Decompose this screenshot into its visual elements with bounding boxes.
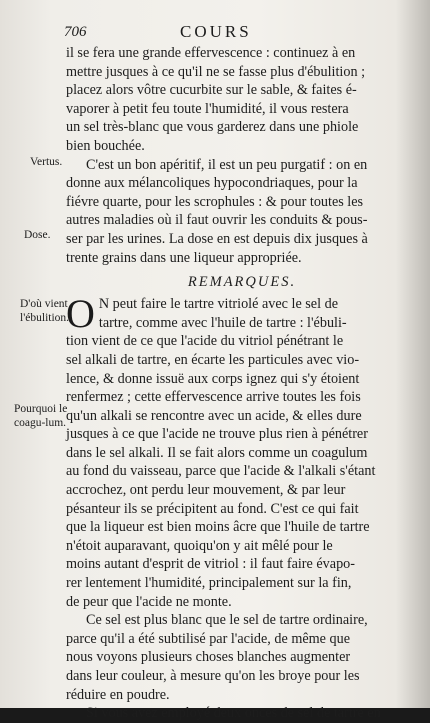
text-line: trente grains dans une liqueur appropriée. (66, 249, 302, 266)
text-line: C'est un bon apéritif, il est un peu purgatif : on en (86, 156, 368, 173)
text-line: réduire en poudre. (66, 686, 170, 703)
text-line: sel alkali de tartre, en écarte les particules avec vio- (66, 351, 360, 368)
text-line: qu'un alkali se rencontre avec un acide, & elles dure (66, 407, 362, 424)
text-line: ser par les urines. La dose en est depuis dix jusques à (66, 230, 368, 247)
text-line: dans leur couleur, à mesure qu'on les broye pour les (66, 668, 360, 684)
text-line: Ce sel est plus blanc que le sel de tartre ordinaire, (86, 612, 368, 629)
text-line: accrochez, ont perdu leur mouvement, & par leur (66, 482, 346, 499)
drop-cap: O (66, 291, 95, 337)
text-line: fiévre quarte, pour les scrophules : & pour toutes les (66, 193, 364, 210)
text-line: placez alors vôtre cucurbite sur le sable, & faites é- (66, 82, 357, 99)
text-line: n'étoit auparavant, quoiqu'on y ait mêlé pour le (66, 537, 333, 554)
text-line: renfermez ; cette effervescence arrive toutes les fois (66, 389, 361, 406)
text-line: bien bouchée. (66, 137, 145, 154)
text-line: vaporer à petit feu toute l'humidité, il vous restera (66, 100, 349, 117)
text-line: lence, & donne issuë aux corps ignez qui s'y étoient (66, 370, 360, 387)
text-line: tion vient de ce que l'acide du vitriol pénétrant le (66, 333, 344, 350)
text-line: N peut faire le tartre vitriolé avec le sel de (98, 296, 338, 313)
text-line: que la liqueur est bien moins âcre que l'huile de tartre (66, 519, 370, 536)
text-line: jusques à ce que l'acide ne trouve plus rien à pénétrer (66, 426, 368, 443)
text-line: rer lentement l'humidité, principalement sur la fin, (66, 575, 352, 592)
text-line: autres maladies où il faut ouvrir les conduits & pous- (66, 212, 368, 229)
margin-note-ebulition: D'où vient l'ébulition. (20, 298, 70, 324)
margin-note-coagulum: Pourquoi le coagu-lum. (14, 403, 68, 429)
text-line: dans le sel alkali. Il se fait alors comme un coagulum (66, 444, 368, 461)
page-number: 706 (64, 24, 87, 40)
dropcap-block (66, 291, 418, 337)
paragraph-4 (66, 611, 418, 704)
body-text (66, 44, 418, 723)
paragraph-2 (66, 156, 418, 268)
text-line: tartre, comme avec l'huile de tartre : l'ébuli- (98, 314, 347, 331)
running-head: COURS (180, 22, 252, 41)
text-line: moins autant d'esprit de vitriol : il faut faire évapo- (66, 556, 355, 573)
text-line: pésanteur ils se précipitent au fond. C'est ce qui fait (66, 500, 359, 517)
paragraph-5 (66, 704, 418, 723)
text-line: mettre jusques à ce qu'il ne se fasse plus d'ébulition ; (66, 63, 366, 80)
paragraph-1 (66, 44, 418, 156)
text-line: nous voyons plusieurs choses blanches augmenter (66, 649, 351, 666)
dropcap-lines (66, 291, 418, 337)
text-line: parce qu'il a été subtilisé par l'acide, de même que (66, 630, 351, 647)
section-heading-remarques: REMARQUES. (187, 274, 297, 291)
text-line: il se fera une grande effervescence : continuez à en (66, 45, 356, 61)
text-line: de peur que l'acide ne monte. (66, 593, 232, 610)
text-line: au fond du vaisseau, parce que l'acide & l'alkali s'étant (66, 463, 376, 480)
margin-note-vertus: Vertus. (30, 156, 63, 168)
text-line: Si vous avez employé deux onces de sel de tartre en (86, 705, 381, 722)
text-line: donne aux mélancoliques hypocondriaques, pour la (66, 175, 358, 192)
paragraph-3 (66, 291, 418, 611)
text-line: un sel très-blanc que vous garderez dans une phiole (66, 119, 359, 136)
margin-note-dose: Dose. (24, 229, 51, 241)
